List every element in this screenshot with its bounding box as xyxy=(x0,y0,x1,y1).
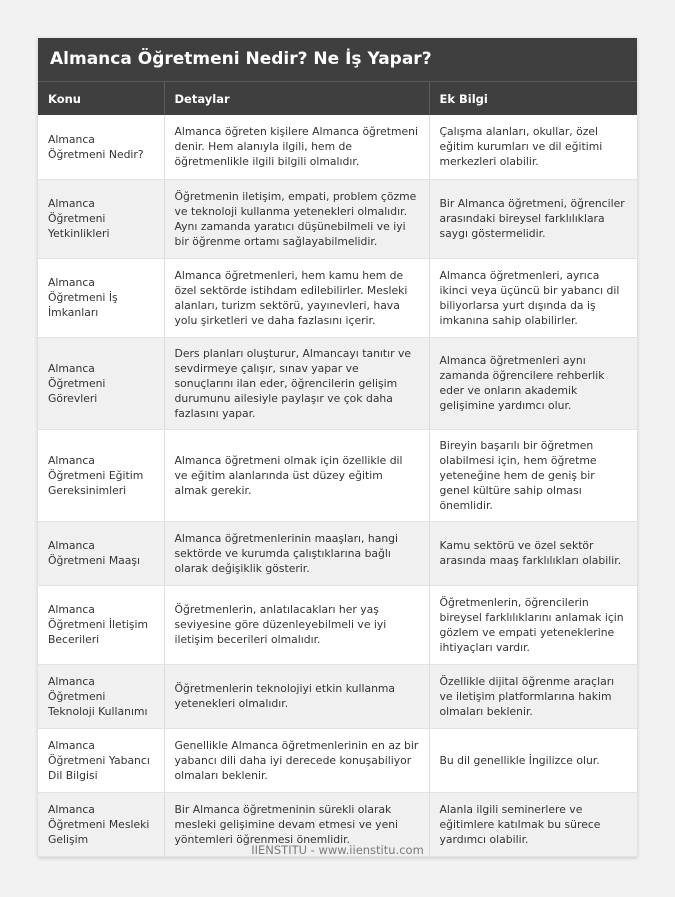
details-cell: Almanca öğretmeni olmak için özellikle dil ve eğitim alanlarında üst düzey eğitim almak gerekir. xyxy=(164,429,429,521)
header-row xyxy=(38,82,637,115)
details-cell: Ders planları oluşturur, Almancayı tanıtır ve sevdirmeye çalışır, sınav yapar ve sonuçlarını ilan eder, öğrencilerin gelişim durumunu ailesiyle paylaşır ve çok daha fazlasını yapar. xyxy=(164,337,429,429)
table-row xyxy=(38,664,637,728)
topic-cell: Almanca Öğretmeni Nedir? xyxy=(38,115,164,179)
topic-cell: Almanca Öğretmeni Teknoloji Kullanımı xyxy=(38,664,164,728)
extra-info-cell: Almanca öğretmenleri, ayrıca ikinci veya üçüncü bir yabancı dil biliyorlarsa yurt dışında da iş imkanına sahip olabilirler. xyxy=(429,258,637,337)
table-row xyxy=(38,337,637,429)
table-row xyxy=(38,728,637,792)
table-row xyxy=(38,429,637,521)
extra-info-cell: Almanca öğretmenleri aynı zamanda öğrencilere rehberlik eder ve onların akademik gelişimine yardımcı olur. xyxy=(429,337,637,429)
details-cell: Öğretmenlerin, anlatılacakları her yaş seviyesine göre düzenleyebilmeli ve iyi iletişim becerileri olmalıdır. xyxy=(164,585,429,664)
extra-info-cell: Özellikle dijital öğrenme araçları ve iletişim platformlarına hakim olmaları beklenir. xyxy=(429,664,637,728)
column-header-ek-bilgi: Ek Bilgi xyxy=(429,82,637,115)
table-row xyxy=(38,258,637,337)
column-header-detaylar: Detaylar xyxy=(164,82,429,115)
topic-cell: Almanca Öğretmeni Yetkinlikleri xyxy=(38,179,164,258)
page-title: Almanca Öğretmeni Nedir? Ne İş Yapar? xyxy=(38,38,637,82)
topic-cell: Almanca Öğretmeni Maaşı xyxy=(38,521,164,585)
details-cell: Almanca öğretmenlerinin maaşları, hangi sektörde ve kurumda çalıştıklarına bağlı olarak değişiklik gösterir. xyxy=(164,521,429,585)
table-card xyxy=(38,38,637,857)
extra-info-cell: Bir Almanca öğretmeni, öğrenciler arasındaki bireysel farklılıklara saygı göstermelidir. xyxy=(429,179,637,258)
details-cell: Öğretmenin iletişim, empati, problem çözme ve teknoloji kullanma yetenekleri olmalıdır. Aynı zamanda yaratıcı düşünebilmeli ve iyi bir öğrenme ortamı sağlayabilmelidir. xyxy=(164,179,429,258)
topic-cell: Almanca Öğretmeni İletişim Becerileri xyxy=(38,585,164,664)
details-cell: Öğretmenlerin teknolojiyi etkin kullanma yetenekleri olmalıdır. xyxy=(164,664,429,728)
table-row xyxy=(38,115,637,179)
table-row xyxy=(38,585,637,664)
details-cell: Almanca öğreten kişilere Almanca öğretmeni denir. Hem alanıyla ilgili, hem de öğretmenlikle ilgili bilgili olmalıdır. xyxy=(164,115,429,179)
extra-info-cell: Kamu sektörü ve özel sektör arasında maaş farklılıkları olabilir. xyxy=(429,521,637,585)
table-row xyxy=(38,521,637,585)
topic-cell: Almanca Öğretmeni İş İmkanları xyxy=(38,258,164,337)
extra-info-cell: Bu dil genellikle İngilizce olur. xyxy=(429,728,637,792)
details-cell: Genellikle Almanca öğretmenlerinin en az bir yabancı dili daha iyi derecede konuşabiliyor olmaları beklenir. xyxy=(164,728,429,792)
info-table xyxy=(38,82,637,857)
topic-cell: Almanca Öğretmeni Görevleri xyxy=(38,337,164,429)
extra-info-cell: Öğretmenlerin, öğrencilerin bireysel farklılıklarını anlamak için gözlem ve empati yeteneklerine ihtiyaçları vardır. xyxy=(429,585,637,664)
topic-cell: Almanca Öğretmeni Yabancı Dil Bilgisi xyxy=(38,728,164,792)
extra-info-cell: Çalışma alanları, okullar, özel eğitim kurumları ve dil eğitimi merkezleri olabilir. xyxy=(429,115,637,179)
table-row xyxy=(38,179,637,258)
extra-info-cell: Alanla ilgili seminerlere ve eğitimlere katılmak bu sürece yardımcı olabilir. xyxy=(429,792,637,856)
details-cell: Almanca öğretmenleri, hem kamu hem de özel sektörde istihdam edilebilirler. Mesleki alanları, turizm sektörü, yayınevleri, hava yolu şirketleri ve daha fazlasını içerir. xyxy=(164,258,429,337)
footer-credit: IIENSTITU - www.iienstitu.com xyxy=(251,843,424,857)
topic-cell: Almanca Öğretmeni Mesleki Gelişim xyxy=(38,792,164,856)
column-header-konu: Konu xyxy=(38,82,164,115)
topic-cell: Almanca Öğretmeni Eğitim Gereksinimleri xyxy=(38,429,164,521)
details-cell: Bir Almanca öğretmeninin sürekli olarak mesleki gelişimine devam etmesi ve yeni yöntemleri öğrenmesi önemlidir. xyxy=(164,792,429,856)
extra-info-cell: Bireyin başarılı bir öğretmen olabilmesi için, hem öğretme yeteneğine hem de geniş bir genel kültüre sahip olması önemlidir. xyxy=(429,429,637,521)
